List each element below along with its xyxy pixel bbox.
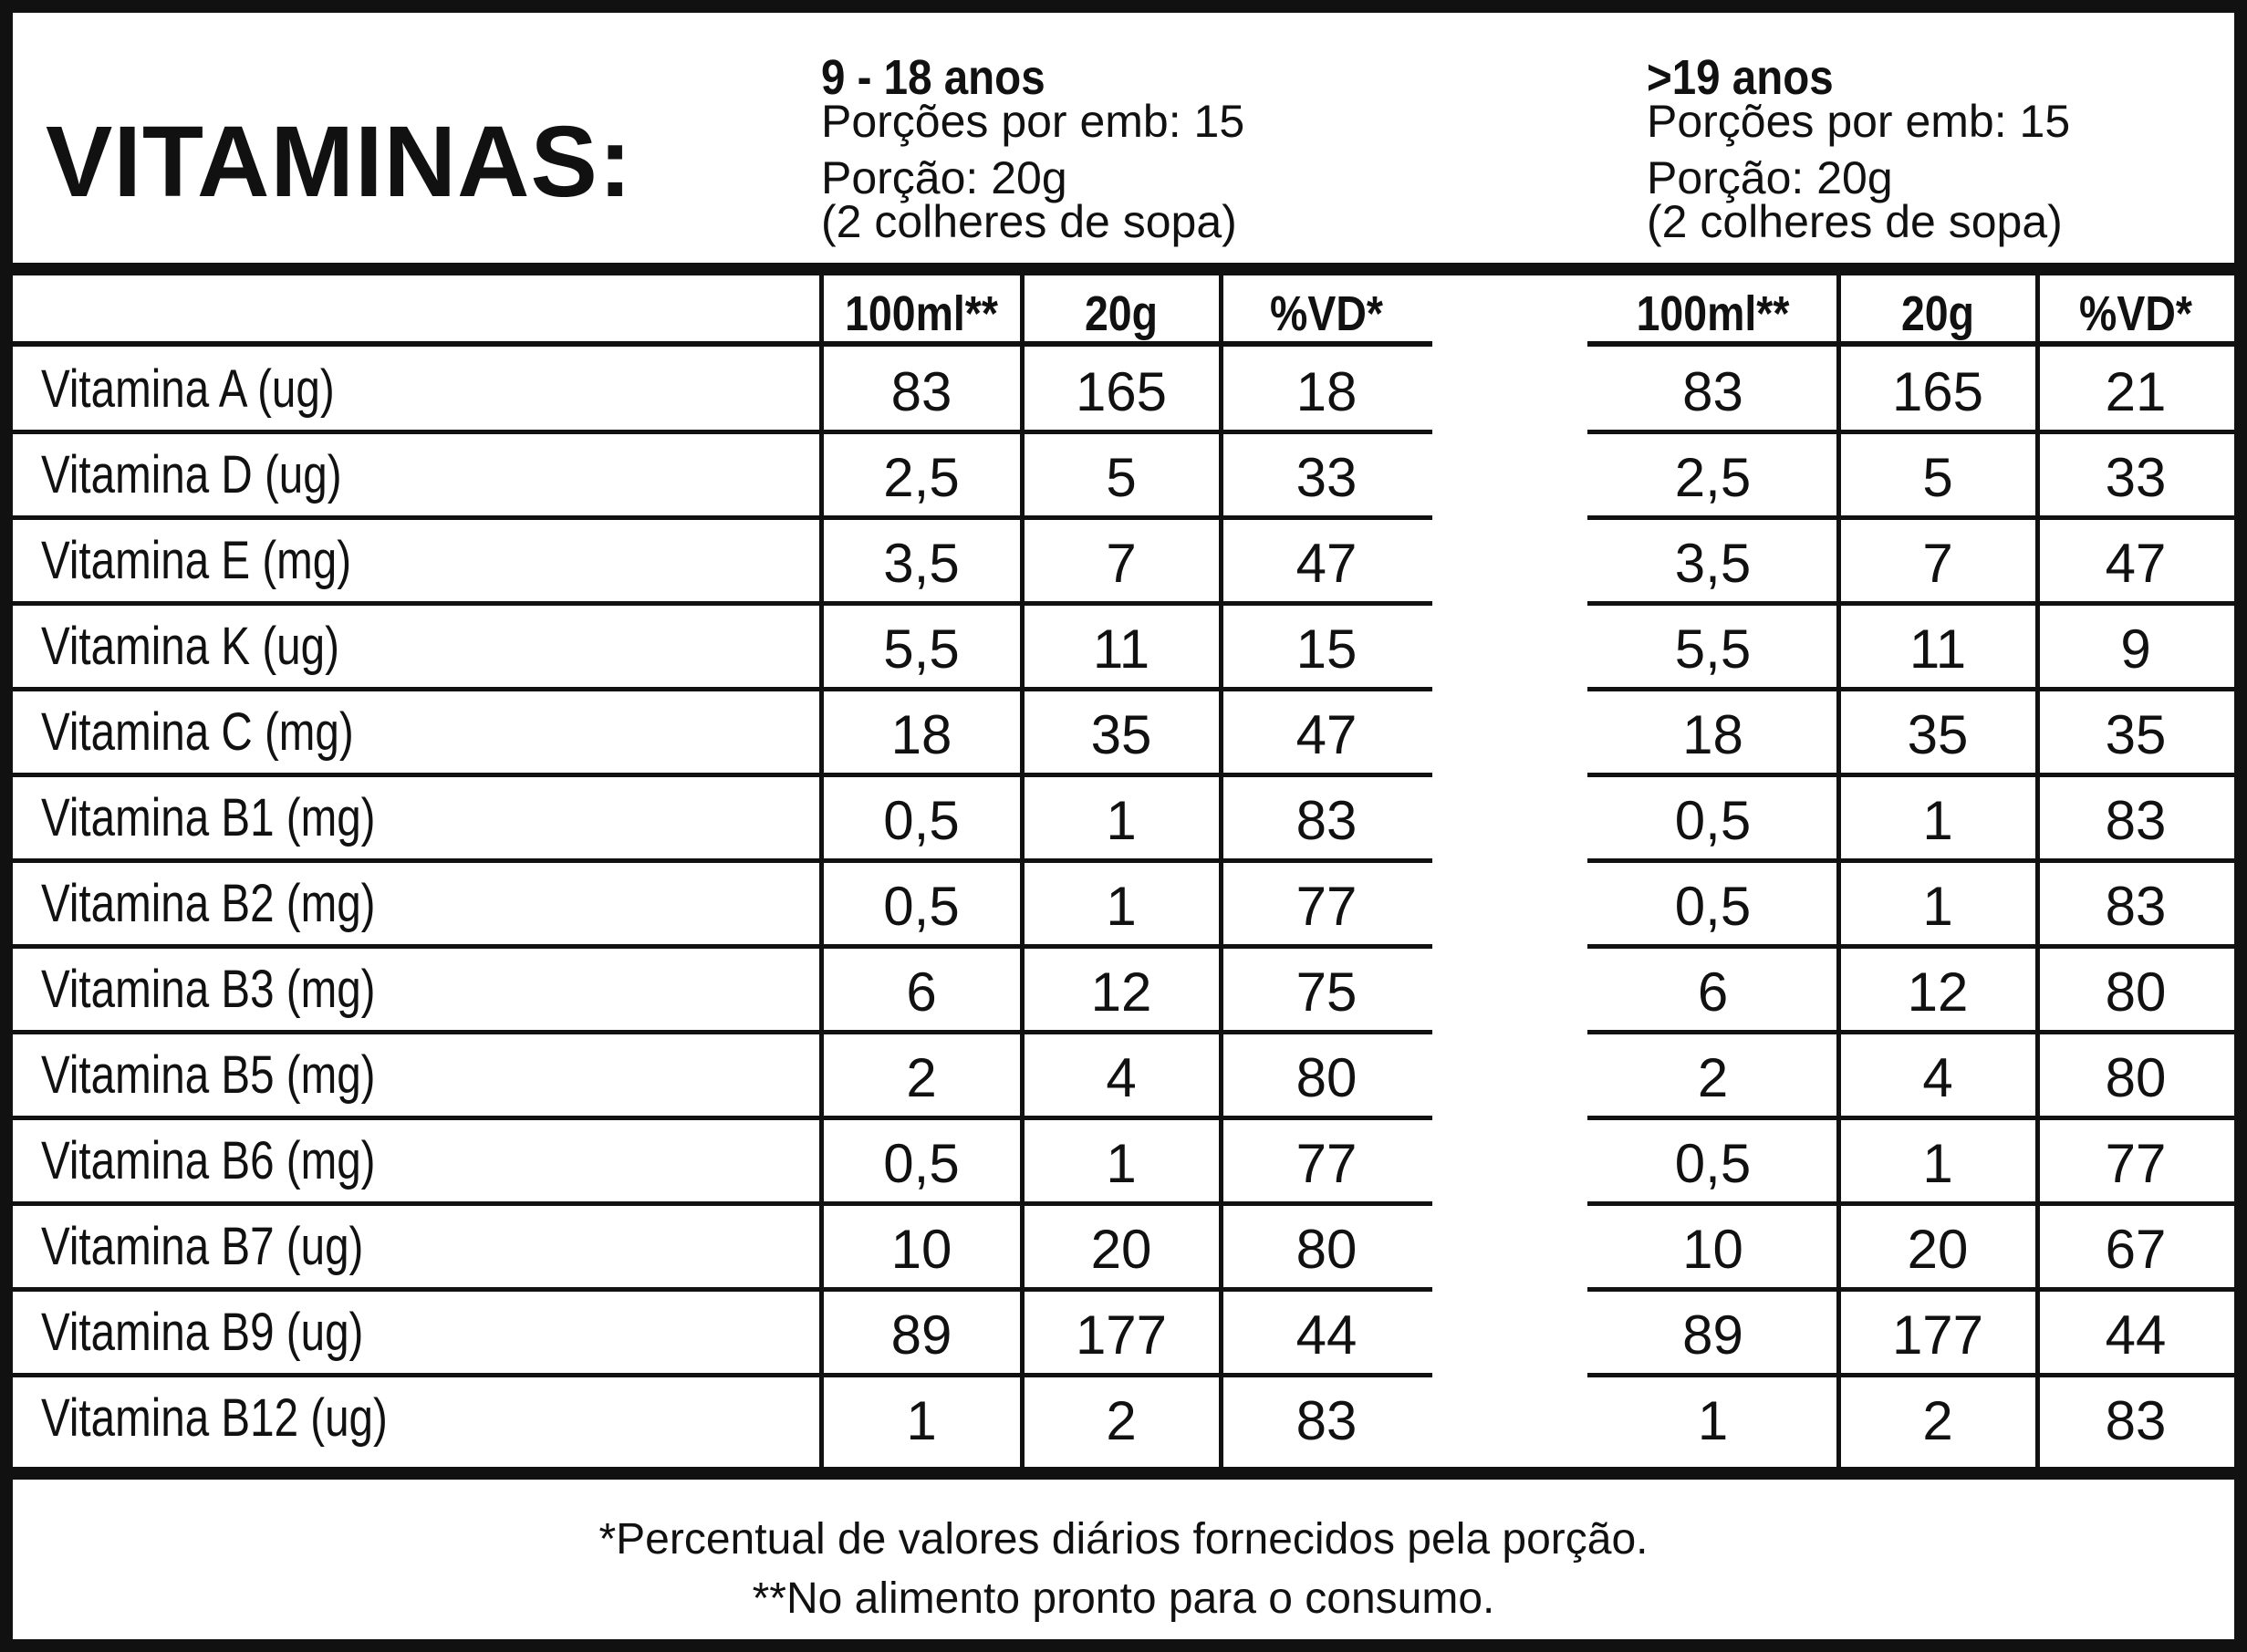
table-cell: 47 bbox=[1295, 533, 1358, 594]
col-header-1: 100ml** bbox=[845, 286, 998, 341]
col-header-6: %VD* bbox=[2079, 286, 2192, 341]
row-rule bbox=[1587, 515, 2234, 520]
table-cell: 3,5 bbox=[1674, 533, 1752, 594]
table-cell: 0,5 bbox=[1674, 1133, 1752, 1194]
row-label: Vitamina E (mg) bbox=[41, 531, 352, 590]
table-cell: 18 bbox=[890, 704, 952, 765]
table-cell: 5,5 bbox=[883, 618, 960, 680]
table-cell: 6 bbox=[906, 961, 937, 1023]
table-cell: 33 bbox=[2105, 447, 2167, 508]
column-rule bbox=[1020, 275, 1025, 1467]
row-label: Vitamina C (mg) bbox=[41, 702, 354, 762]
row-label: Vitamina B5 (mg) bbox=[41, 1045, 376, 1105]
row-rule bbox=[1587, 1030, 2234, 1034]
row-label: Vitamina A (ug) bbox=[41, 359, 335, 419]
table-cell: 77 bbox=[1295, 1133, 1358, 1194]
footnote-2: **No alimento pronto para o consumo. bbox=[752, 1574, 1495, 1623]
table-cell: 47 bbox=[2105, 533, 2167, 594]
table-cell: 75 bbox=[1295, 961, 1358, 1023]
group-1-porcoes: Porções por emb: 15 bbox=[821, 96, 1245, 147]
table-cell: 15 bbox=[1295, 618, 1358, 680]
column-rule bbox=[819, 275, 824, 1467]
table-cell: 177 bbox=[1075, 1304, 1168, 1366]
table-cell: 80 bbox=[1295, 1047, 1358, 1108]
group-2-porcao: Porção: 20g bbox=[1647, 152, 1893, 203]
table-cell: 0,5 bbox=[883, 876, 960, 937]
row-rule bbox=[1587, 858, 2234, 863]
table-cell: 3,5 bbox=[883, 533, 960, 594]
table-cell: 0,5 bbox=[1674, 790, 1752, 851]
row-label: Vitamina D (ug) bbox=[41, 445, 342, 504]
row-label: Vitamina B9 (ug) bbox=[41, 1303, 364, 1362]
table-cell: 83 bbox=[890, 361, 952, 422]
table-cell: 2 bbox=[1697, 1047, 1729, 1108]
table-cell: 5 bbox=[1106, 447, 1137, 508]
table-cell: 1 bbox=[1922, 790, 1953, 851]
table-cell: 67 bbox=[2105, 1219, 2167, 1280]
table-cell: 83 bbox=[2105, 790, 2167, 851]
table-cell: 20 bbox=[1090, 1219, 1152, 1280]
row-label: Vitamina K (ug) bbox=[41, 617, 339, 676]
table-cell: 47 bbox=[1295, 704, 1358, 765]
table-cell: 6 bbox=[1697, 961, 1729, 1023]
table-cell: 165 bbox=[1075, 361, 1168, 422]
row-rule bbox=[1587, 687, 2234, 691]
table-cell: 83 bbox=[1295, 790, 1358, 851]
table-cell: 80 bbox=[2105, 961, 2167, 1023]
table-cell: 80 bbox=[1295, 1219, 1358, 1280]
table-cell: 89 bbox=[890, 1304, 952, 1366]
table-cell: 2 bbox=[1922, 1390, 1953, 1451]
table-cell: 1 bbox=[1697, 1390, 1729, 1451]
table-cell: 10 bbox=[890, 1219, 952, 1280]
row-label: Vitamina B3 (mg) bbox=[41, 960, 376, 1019]
row-label: Vitamina B6 (mg) bbox=[41, 1131, 376, 1190]
row-label: Vitamina B7 (ug) bbox=[41, 1217, 364, 1276]
table-cell: 21 bbox=[2105, 361, 2167, 422]
table-cell: 44 bbox=[1295, 1304, 1358, 1366]
col-header-4: 100ml** bbox=[1636, 286, 1790, 341]
table-cell: 2 bbox=[906, 1047, 937, 1108]
col-header-2: 20g bbox=[1084, 286, 1159, 341]
table-cell: 1 bbox=[1106, 1133, 1137, 1194]
table-cell: 0,5 bbox=[883, 790, 960, 851]
row-rule bbox=[1587, 341, 2234, 347]
table-cell: 2,5 bbox=[1674, 447, 1752, 508]
column-rule bbox=[1836, 275, 1841, 1467]
table-cell: 9 bbox=[2120, 618, 2151, 680]
table-cell: 33 bbox=[1295, 447, 1358, 508]
column-rule bbox=[1219, 275, 1223, 1467]
table-cell: 80 bbox=[2105, 1047, 2167, 1108]
table-cell: 5 bbox=[1922, 447, 1953, 508]
table-cell: 77 bbox=[2105, 1133, 2167, 1194]
table-cell: 2,5 bbox=[883, 447, 960, 508]
group-title-2: >19 anos bbox=[1647, 50, 1834, 105]
row-rule bbox=[1587, 1116, 2234, 1120]
table-cell: 35 bbox=[2105, 704, 2167, 765]
table-cell: 11 bbox=[1092, 618, 1150, 680]
row-rule bbox=[1587, 773, 2234, 777]
table-cell: 10 bbox=[1682, 1219, 1743, 1280]
table-cell: 7 bbox=[1922, 533, 1953, 594]
table-cell: 18 bbox=[1295, 361, 1358, 422]
row-rule bbox=[1587, 430, 2234, 434]
row-rule bbox=[1587, 601, 2234, 606]
table-cell: 12 bbox=[1907, 961, 1969, 1023]
row-label: Vitamina B2 (mg) bbox=[41, 874, 376, 933]
table-cell: 44 bbox=[2105, 1304, 2167, 1366]
col-header-3: %VD* bbox=[1270, 286, 1383, 341]
column-rule bbox=[2035, 275, 2040, 1467]
table-cell: 7 bbox=[1106, 533, 1137, 594]
page-title: VITAMINAS: bbox=[46, 106, 633, 218]
table-cell: 77 bbox=[1295, 876, 1358, 937]
group-2-porcoes: Porções por emb: 15 bbox=[1647, 96, 2071, 147]
table-cell: 4 bbox=[1106, 1047, 1137, 1108]
table-cell: 5,5 bbox=[1674, 618, 1752, 680]
table-cell: 89 bbox=[1682, 1304, 1743, 1366]
table-cell: 1 bbox=[1922, 876, 1953, 937]
table-cell: 4 bbox=[1922, 1047, 1953, 1108]
table-cell: 177 bbox=[1891, 1304, 1984, 1366]
table-cell: 165 bbox=[1891, 361, 1984, 422]
table-cell: 0,5 bbox=[883, 1133, 960, 1194]
group-title-1: 9 - 18 anos bbox=[821, 50, 1045, 105]
col-header-5: 20g bbox=[1900, 286, 1975, 341]
row-rule bbox=[1587, 944, 2234, 949]
table-cell: 20 bbox=[1907, 1219, 1969, 1280]
table-cell: 1 bbox=[906, 1390, 937, 1451]
group-1-porcao: Porção: 20g bbox=[821, 152, 1067, 203]
table-cell: 83 bbox=[1295, 1390, 1358, 1451]
table-cell: 18 bbox=[1682, 704, 1743, 765]
row-label: Vitamina B12 (ug) bbox=[41, 1388, 388, 1448]
group-2-medida: (2 colheres de sopa) bbox=[1647, 196, 2063, 247]
table-cell: 1 bbox=[1106, 876, 1137, 937]
table-cell: 1 bbox=[1106, 790, 1137, 851]
table-cell: 83 bbox=[1682, 361, 1743, 422]
footer-divider bbox=[0, 1467, 2247, 1480]
table-cell: 83 bbox=[2105, 876, 2167, 937]
row-rule bbox=[1587, 1201, 2234, 1206]
group-1-medida: (2 colheres de sopa) bbox=[821, 196, 1237, 247]
table-cell: 0,5 bbox=[1674, 876, 1752, 937]
table-cell: 83 bbox=[2105, 1390, 2167, 1451]
row-label: Vitamina B1 (mg) bbox=[41, 788, 376, 847]
table-cell: 2 bbox=[1106, 1390, 1137, 1451]
footnote-1: *Percentual de valores diários fornecidos pela porção. bbox=[598, 1515, 1649, 1564]
header-divider bbox=[0, 263, 2247, 275]
row-rule bbox=[1587, 1373, 2234, 1377]
table-cell: 35 bbox=[1907, 704, 1969, 765]
table-cell: 35 bbox=[1090, 704, 1152, 765]
table-cell: 12 bbox=[1090, 961, 1152, 1023]
table-cell: 11 bbox=[1909, 618, 1967, 680]
table-cell: 1 bbox=[1922, 1133, 1953, 1194]
row-rule bbox=[1587, 1287, 2234, 1292]
